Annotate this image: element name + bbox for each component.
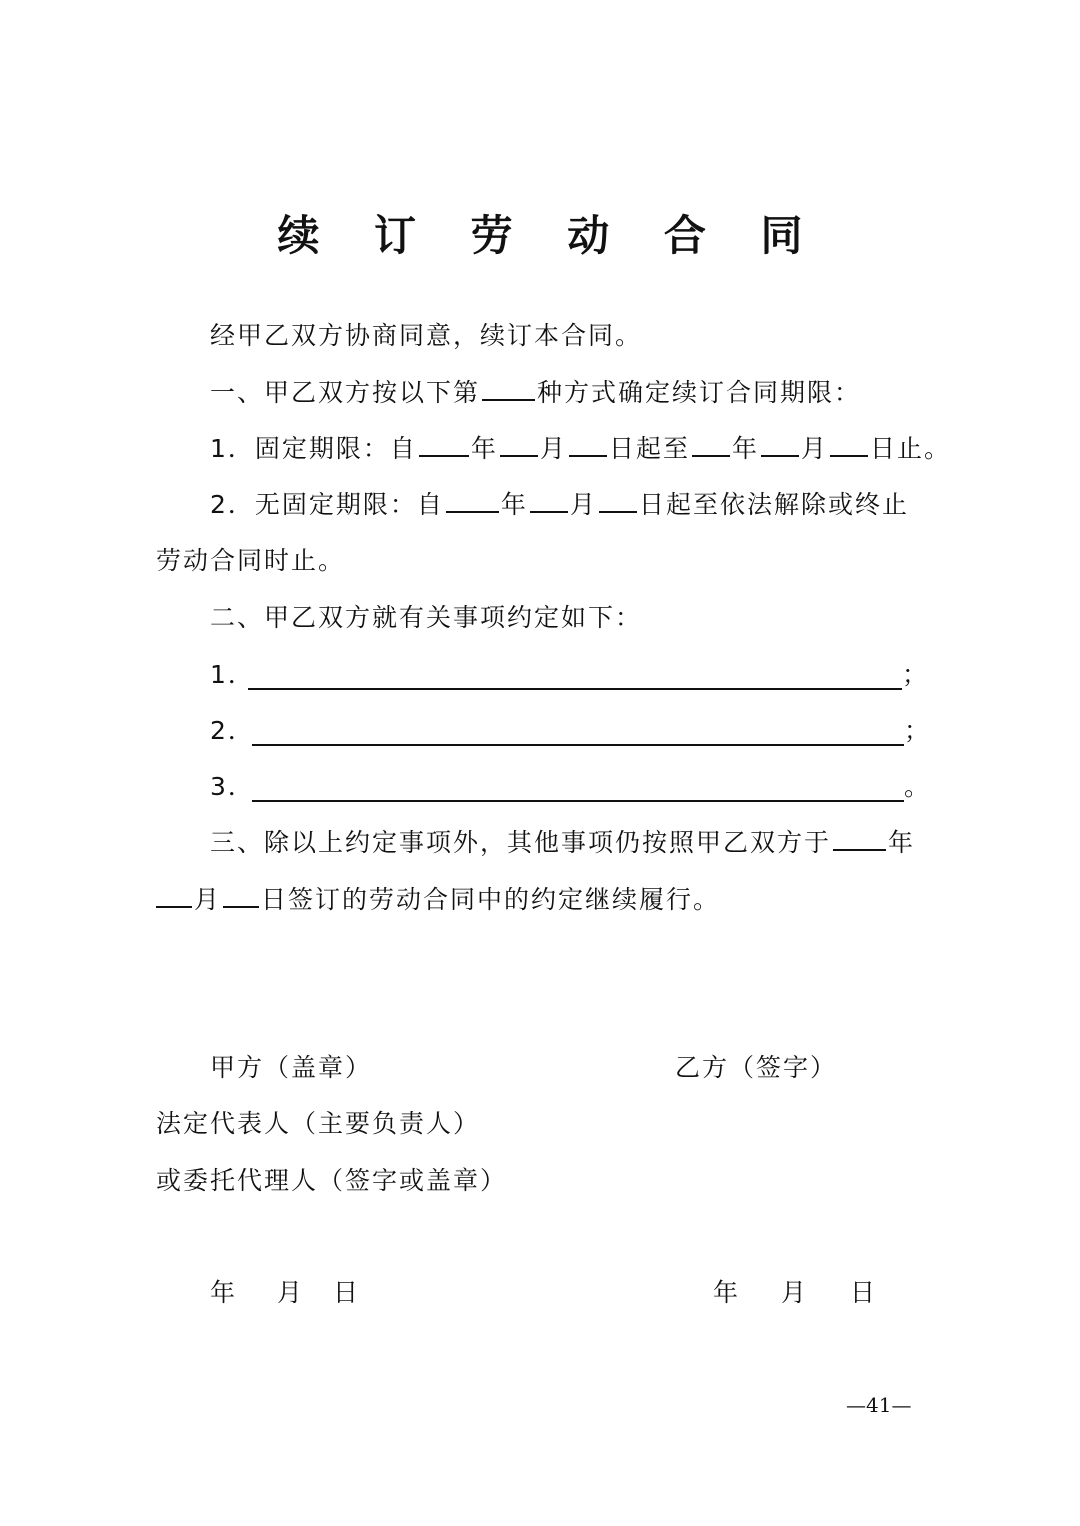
document-title: 续 订 劳 动 合 同 (277, 211, 823, 260)
date-right-year: 年 (713, 1278, 741, 1307)
date-right-month: 月 (781, 1278, 809, 1307)
end-month-blank[interactable] (761, 431, 799, 457)
section-2-heading: 二、甲乙双方就有关事项约定如下： (210, 603, 643, 632)
open-day-blank[interactable] (599, 487, 637, 513)
item-label: 2． (210, 716, 255, 745)
start-year-blank[interactable] (419, 431, 469, 457)
open-year-blank[interactable] (446, 487, 499, 513)
party-b-label: 乙方（签字） (675, 1053, 838, 1082)
year-label: 年 (470, 434, 498, 463)
agent-label: 或委托代理人（签字或盖章） (156, 1166, 508, 1195)
open-term-suffix: 日起至依法解除或终止 (638, 490, 909, 519)
year-label: 年 (731, 434, 759, 463)
date-left-year: 年 (210, 1278, 238, 1307)
day-end-label: 日止。 (870, 434, 952, 463)
sign-day-blank[interactable] (223, 882, 259, 908)
end-year-blank[interactable] (692, 431, 730, 457)
section-3-line (210, 823, 926, 863)
legal-rep-label: 法定代表人（主要负责人） (156, 1109, 481, 1138)
item-end-mark: ； (902, 660, 930, 689)
page-number: —41— (846, 1393, 912, 1417)
section-1-heading (210, 373, 926, 413)
section-3-continuation (156, 880, 926, 920)
month-label: 月 (569, 490, 597, 519)
month-label: 月 (539, 434, 567, 463)
year-label: 年 (888, 828, 916, 857)
year-label: 年 (500, 490, 528, 519)
month-label: 月 (194, 885, 222, 914)
sign-month-blank[interactable] (156, 882, 192, 908)
month-label: 月 (800, 434, 828, 463)
section-1-heading-text-b: 种方式确定续订合同期限： (537, 378, 862, 407)
agreement-item-3 (210, 767, 932, 807)
item-end-mark: 。 (904, 772, 932, 801)
term-method-blank[interactable] (482, 375, 535, 401)
agreement-item-2 (210, 711, 932, 751)
item-end-mark: ； (904, 716, 932, 745)
item-1-blank[interactable] (248, 668, 902, 690)
section-1-heading-text-a: 一、甲乙双方按以下第 (210, 378, 481, 407)
date-left-day: 日 (333, 1278, 361, 1307)
open-term-continuation: 劳动合同时止。 (156, 546, 346, 575)
section-3-text-a: 三、除以上约定事项外，其他事项仍按照甲乙双方于 (210, 828, 832, 857)
item-label: 1． (210, 660, 255, 689)
day-from-label: 日起至 (608, 434, 690, 463)
item-label: 3． (210, 772, 255, 801)
start-day-blank[interactable] (569, 431, 607, 457)
fixed-term-prefix: 1．固定期限：自 (210, 434, 417, 463)
open-term-line (210, 485, 926, 525)
fixed-term-line (210, 429, 952, 469)
start-month-blank[interactable] (500, 431, 538, 457)
end-day-blank[interactable] (830, 431, 868, 457)
open-month-blank[interactable] (530, 487, 568, 513)
open-term-prefix: 2．无固定期限：自 (210, 490, 444, 519)
sign-year-blank[interactable] (833, 825, 886, 851)
party-a-label: 甲方（盖章） (210, 1053, 373, 1082)
intro-paragraph: 经甲乙双方协商同意，续订本合同。 (210, 321, 643, 350)
date-left-month: 月 (277, 1278, 305, 1307)
item-3-blank[interactable] (252, 780, 904, 802)
date-right-day: 日 (850, 1278, 878, 1307)
item-2-blank[interactable] (252, 724, 904, 746)
agreement-item-1 (210, 655, 930, 695)
section-3-text-b: 日签订的劳动合同中的约定继续履行。 (261, 885, 721, 914)
